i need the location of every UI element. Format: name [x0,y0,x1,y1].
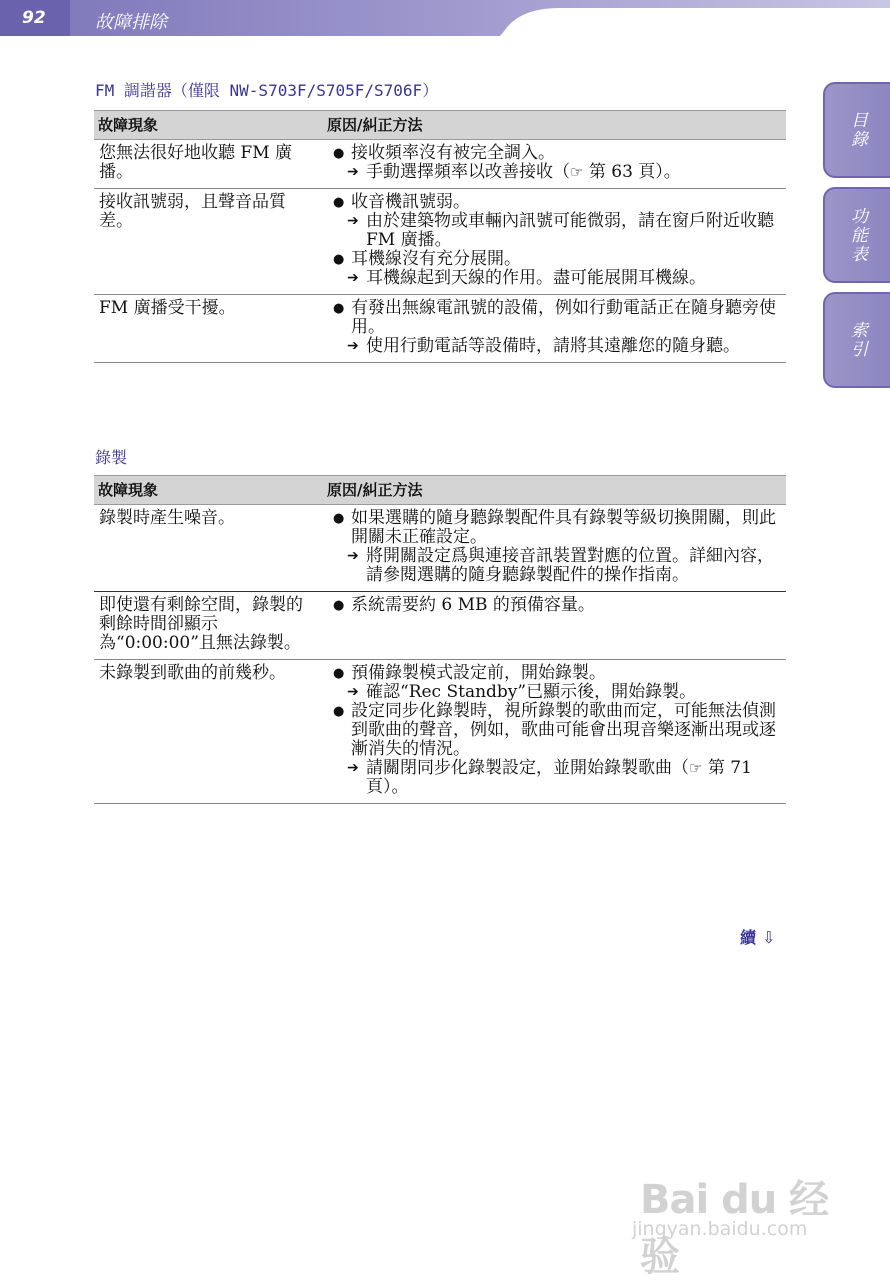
rec-section-title: 錄製 [95,448,128,467]
table-header-row [94,476,786,505]
remedy-item: ➔ 耳機線起到天線的作用。盡可能展開耳機線。 [331,269,782,288]
watermark-brand: Bai du 经验 [640,1177,829,1280]
table-header-row [94,111,786,140]
remedy-item: ➔ 將開關設定爲與連接音訊裝置對應的位置。詳細內容，請參閱選購的隨身聽錄製配件的操作指南。 [331,547,782,585]
fix-cell [323,295,786,363]
fm-section-title: FM 調諧器（僅限 NW-S703F/S705F/S706F） [95,81,439,100]
symptom-cell: 錄製時產生噪音。 [94,505,323,592]
symptom-cell: 未錄製到歌曲的前幾秒。 [94,660,323,804]
page-ref-text[interactable]: 第 63 頁）。 [588,162,681,182]
watermark [632,1152,842,1280]
col-symptom: 故障現象 [94,111,323,140]
table-row [94,660,786,804]
col-fix: 原因/糾正方法 [323,111,786,140]
remedy-item: ➔ 使用行動電話等設備時，請將其遠離您的隨身聽。 [331,337,782,356]
fix-cell [323,505,786,592]
page-header [0,0,890,36]
tab-index[interactable] [823,292,890,388]
cause-item: ● 設定同步化錄製時，視所錄製的歌曲而定，可能無法偵測到歌曲的聲音，例如，歌曲可能會出現音樂逐漸出現或逐漸消失的情況。 [331,702,782,759]
table-row [94,592,786,660]
page-ref-icon[interactable]: ☞ [689,759,703,777]
table-row [94,505,786,592]
symptom-cell: FM 廣播受干擾。 [94,295,323,363]
fix-cell [323,189,786,295]
continued-label: 續 [740,928,757,947]
cause-item: ● 耳機線沒有充分展開。 [331,250,782,269]
cause-item: ● 系統需要約 6 MB 的預備容量。 [331,596,782,615]
table-row [94,140,786,189]
symptom-cell: 您無法很好地收聽 FM 廣播。 [94,140,323,189]
col-fix: 原因/糾正方法 [323,476,786,505]
fix-cell [323,660,786,804]
page-ref-text[interactable]: 第 71 頁）。 [366,758,752,797]
fix-cell [323,592,786,660]
col-symptom: 故障現象 [94,476,323,505]
symptom-cell: 即使還有剩餘空間，錄製的剩餘時間卻顯示為“0:00:00”且無法錄製。 [94,592,323,660]
header-title: 故障排除 [95,12,167,33]
tab-menu[interactable] [823,187,890,283]
remedy-item [331,163,782,182]
remedy-item: ➔ 由於建築物或車輛內訊號可能微弱，請在窗戶附近收聽 FM 廣播。 [331,212,782,250]
remedy-text: 手動選擇頻率以改善接收（ [366,162,570,182]
fix-cell [323,140,786,189]
cause-item: ● 接收頻率沒有被完全調入。 [331,144,782,163]
remedy-item: ➔ 確認“Rec Standby”已顯示後，開始錄製。 [331,683,782,702]
tab-contents[interactable] [823,82,890,178]
arrow-down-icon: ⇩ [762,928,776,947]
tab-index-label: 索引 [847,321,867,359]
rec-table [94,475,786,804]
continued-link[interactable] [740,925,775,948]
tab-menu-label: 功能表 [847,206,867,264]
symptom-cell: 接收訊號弱，且聲音品質差。 [94,189,323,295]
cause-item: ● 有發出無線電訊號的設備，例如行動電話正在隨身聽旁使用。 [331,299,782,337]
fm-table [94,110,786,363]
cause-item: ● 預備錄製模式設定前，開始錄製。 [331,664,782,683]
page-ref-icon[interactable]: ☞ [570,163,584,181]
table-row [94,189,786,295]
table-row [94,295,786,363]
watermark-url: jingyan.baidu.com [632,1218,808,1240]
page-number: 92 [22,8,46,28]
remedy-text: 請關閉同步化錄製設定，並開始錄製歌曲（ [366,758,689,778]
tab-contents-label: 目錄 [847,111,867,149]
remedy-item [331,759,782,797]
cause-item: ● 收音機訊號弱。 [331,193,782,212]
cause-item: ● 如果選購的隨身聽錄製配件具有錄製等級切換開關，則此開關未正確設定。 [331,509,782,547]
